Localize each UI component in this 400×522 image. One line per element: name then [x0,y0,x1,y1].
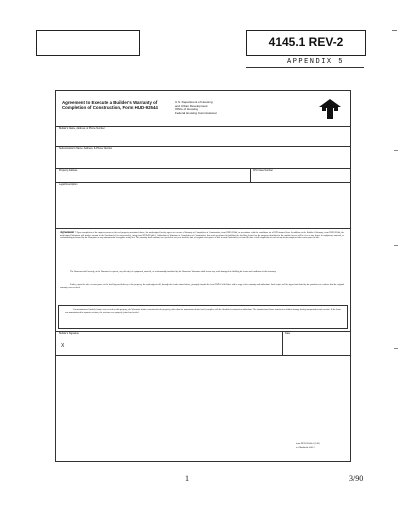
margin-mark [394,245,398,246]
legal-field-top [55,182,351,183]
form-id: form HUD-92544-A (1/83) [296,443,320,445]
appendix-label: APPENDIX 5 [287,58,345,66]
signature-label: Builder's Signature [59,332,79,335]
signature-bottom-rule [55,355,351,356]
subcontractor-field-label: Subcontractor's Name, Address, & Phone Number [59,147,113,150]
margin-mark [394,348,398,349]
form-title: Agreement to Execute a Builder's Warranty of Completion of Construction, Form HUD-92544 [62,100,158,111]
appendix-rule [246,67,364,68]
builder-field-label: Builder's Name, Address, & Phone Number [59,127,105,130]
form-number-box [246,30,366,56]
agreement-paragraph-1: Upon completion of the improvements on the real property mentioned above, the undersigned hereby agrees to execute a Warranty of Completion of Construction, form HUD-92544, in accordance with the conditions for a HUD-insured loan. In addition to the Builder's Warranty, form HUD-92544, the undersigned Warrantor will further warrant to the Purchaser(s) (or successor(s)), using form HUD-92544-A, Addendum to Warranty of Completion of Construction, that work performed in building the dwelling located on the property identified in the caption hereof will be free of any defect in equipment, material, or workmanship performed by the Warrantor or any subcontractor or supplier at any tier. The warranty shall continue for a period of one year from the date of original conveyance of title to such Purchaser(s) or from the date of full completion of each of any items completed after conveyance of title. [60,232,345,240]
agency-line: and Urban Development [175,103,208,108]
agreement-paragraph-2: The Warrantor shall remedy, at the Warrantor's expense, any defect(s) of equipment, material, or workmanship furnished by the Warrantor. Warrantor shall restore any work damaged in fulfilling the terms and conditions of this warranty. [70,271,277,273]
page-number: 1 [185,474,189,483]
manufactured-home-box [58,305,348,329]
fha-case-label: FHA Case Number [253,169,274,172]
form-number: 4145.1 REV-2 [268,35,344,49]
agreement-top-rule [55,228,351,229]
agreement-text [60,231,344,240]
manufactured-home-text: If a manufactured (mobile) home was erected on this property, the Warrantor further warrants that the property (other than the manufactured unit itself) complies with the identified construction addendum. The manufactured home sustained no hidden damage during transportation and erection. If the home was manufactured in separate sections, the sections were properly joined and sealed. [65,309,341,314]
property-field-label: Property Address [59,169,78,172]
date-label: Date [285,332,291,335]
agency-line: Federal Housing Commissioner [175,110,218,115]
agreement-heading: Agreement : [60,230,76,234]
signature-mark: X [61,343,65,349]
margin-mark [392,30,397,31]
signature-top-rule [55,331,351,332]
agency-line: Office of Housing [175,107,198,112]
header-left-box [36,30,140,56]
revision-date: 3/90 [349,474,364,483]
agreement-paragraph-3: Further, upon the sale or conveyance of the dwelling and delivery of the property, the undersigned will, through the lender named above, promptly furnish the local HUD Field Office with a copy of the warranty and addendum. Such copies will be signed and dated by the purchaser to evidence that the original warranty was received. [60,284,344,289]
hud-logo-icon [318,98,342,120]
date-divider [282,331,283,355]
agency-line: U.S. Department of Housing [175,100,213,104]
fha-case-divider [250,168,251,182]
margin-mark [394,150,398,151]
legal-field-label: Legal Description [59,183,78,186]
agency-block [175,101,255,115]
form-ref: ref Handbook 4145.1 [296,447,315,449]
property-field-top [55,168,351,169]
